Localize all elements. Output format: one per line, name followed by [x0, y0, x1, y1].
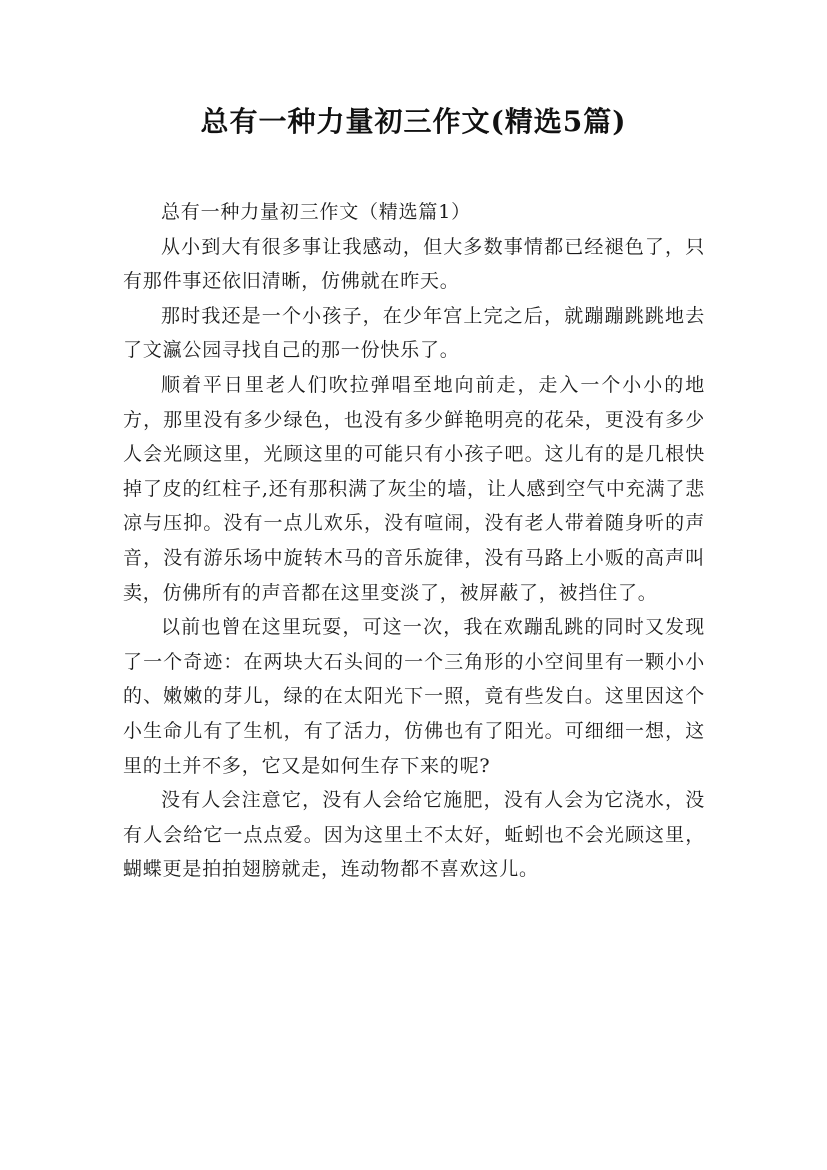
paragraph: 以前也曾在这里玩耍，可这一次，我在欢蹦乱跳的同时又发现了一个奇迹：在两块大石头间的一个三角形的小空间里有一颗小小的、嫩嫩的芽儿，绿的在太阳光下一照，竟有些发白。这里因这个小生命儿有了生机，有了活力，仿佛也有了阳光。可细细一想，这里的土并不多，它又是如何生存下来的呢?: [123, 616, 705, 777]
document-title: 总有一种力量初三作文(精选5篇): [200, 105, 627, 138]
paragraph: 没有人会注意它，没有人会给它施肥，没有人会为它浇水，没有人会给它一点点爱。因为这里土不太好，蚯蚓也不会光顾这里，蝴蝶更是拍拍翅膀就走，连动物都不喜欢这儿。: [123, 789, 705, 881]
document-body: [123, 195, 705, 887]
paragraph: 顺着平日里老人们吹拉弹唱至地向前走，走入一个小小的地方，那里没有多少绿色，也没有多少鲜艳明亮的花朵，更没有多少人会光顾这里，光顾这里的可能只有小孩子吧。这儿有的是几根快掉了皮的红柱子,还有那积满了灰尘的墙，让人感到空气中充满了悲凉与压抑。没有一点儿欢乐，没有喧闹，没有老人带着随身听的声音，没有游乐场中旋转木马的音乐旋律，没有马路上小贩的高声叫卖，仿佛所有的声音都在这里变淡了，被屏蔽了，被挡住了。: [123, 373, 705, 604]
paragraph: 那时我还是一个小孩子，在少年宫上完之后，就蹦蹦跳跳地去了文瀛公园寻找自己的那一份快乐了。: [123, 304, 705, 362]
section-heading: 总有一种力量初三作文（精选篇1）: [161, 201, 471, 223]
paragraph: 从小到大有很多事让我感动，但大多数事情都已经褪色了，只有那件事还依旧清晰，仿佛就在昨天。: [123, 235, 705, 293]
